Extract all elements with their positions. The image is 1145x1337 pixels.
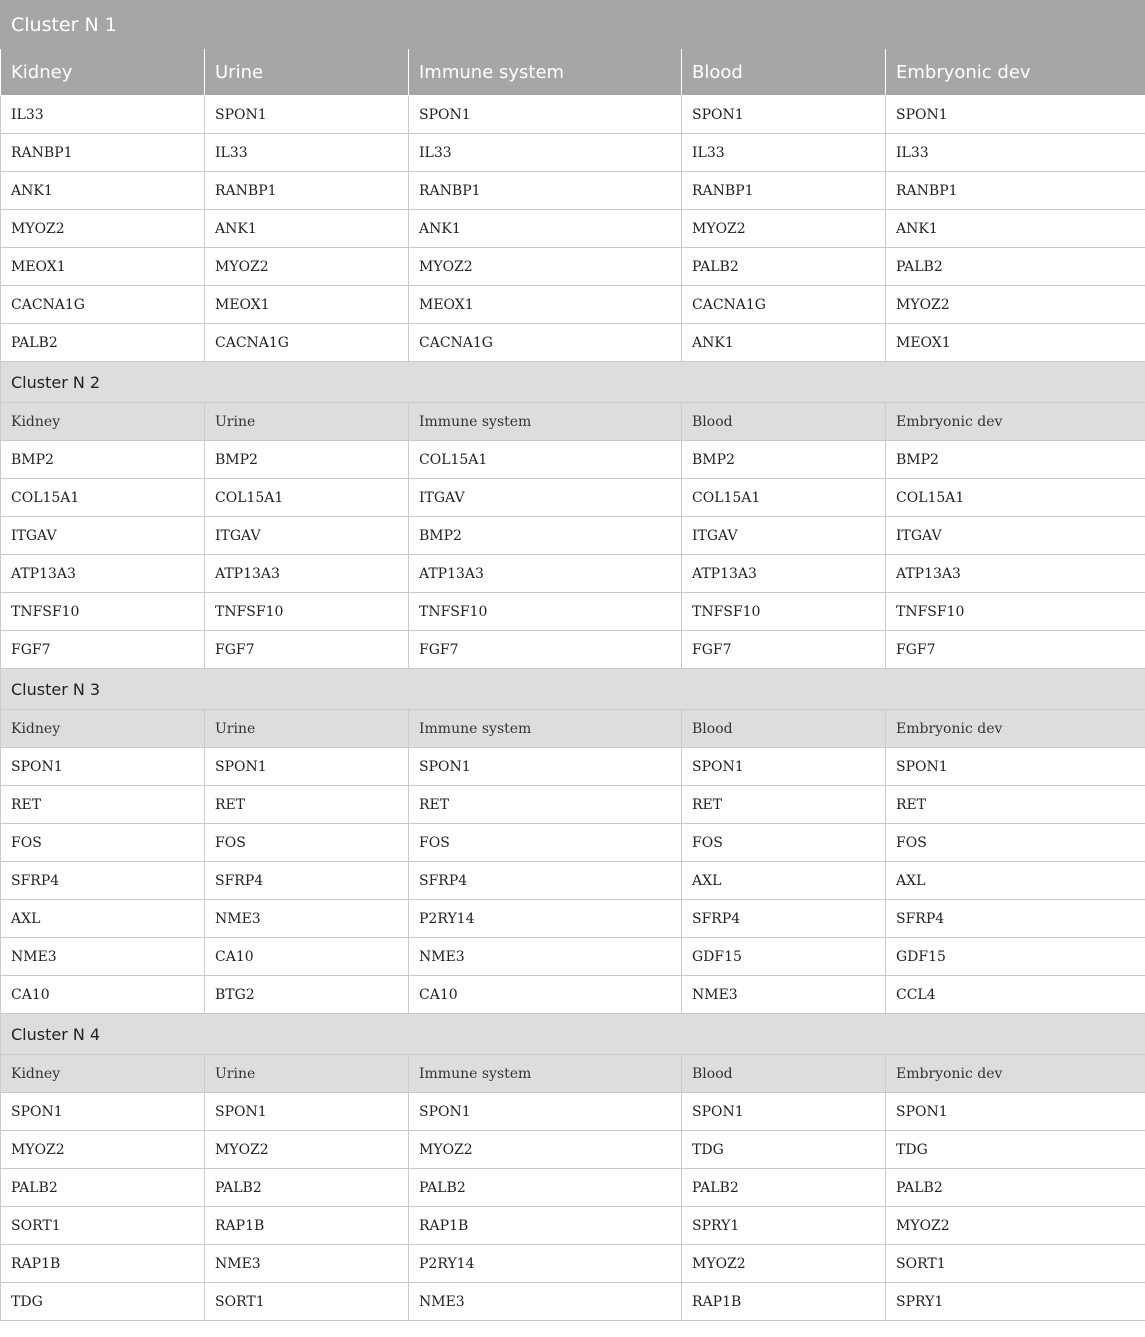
column-header-row — [1, 403, 1145, 441]
gene-cell: FOS — [1, 824, 205, 862]
gene-cell: RANBP1 — [409, 172, 682, 210]
gene-cell: PALB2 — [886, 1169, 1145, 1207]
column-header: Kidney — [1, 49, 205, 96]
gene-cell: NME3 — [409, 938, 682, 976]
table-row — [1, 441, 1145, 479]
gene-cell: ITGAV — [886, 517, 1145, 555]
gene-cell: MEOX1 — [205, 286, 409, 324]
gene-cell: ANK1 — [205, 210, 409, 248]
gene-cell: FGF7 — [409, 631, 682, 669]
gene-cell: BMP2 — [205, 441, 409, 479]
gene-cell: RAP1B — [205, 1207, 409, 1245]
gene-cell: SPON1 — [205, 1093, 409, 1131]
table-row — [1, 286, 1145, 324]
cluster-title-row — [1, 362, 1145, 403]
gene-cell: RET — [886, 786, 1145, 824]
gene-cell: FGF7 — [205, 631, 409, 669]
column-header: Blood — [682, 403, 886, 441]
column-header-row — [1, 49, 1145, 96]
gene-cell: CCL4 — [886, 976, 1145, 1014]
table-row — [1, 210, 1145, 248]
gene-cell: MYOZ2 — [409, 1131, 682, 1169]
gene-cell: CACNA1G — [682, 286, 886, 324]
cluster-title-row — [1, 1014, 1145, 1055]
table-row — [1, 593, 1145, 631]
column-header: Embryonic dev — [886, 49, 1145, 96]
gene-cell: AXL — [682, 862, 886, 900]
table-body — [1, 1, 1145, 1321]
table-row — [1, 900, 1145, 938]
gene-cell: COL15A1 — [886, 479, 1145, 517]
gene-cell: FOS — [409, 824, 682, 862]
column-header: Blood — [682, 1055, 886, 1093]
gene-cell: SORT1 — [205, 1283, 409, 1321]
gene-cell: MYOZ2 — [682, 1245, 886, 1283]
column-header-row — [1, 1055, 1145, 1093]
gene-cell: MEOX1 — [886, 324, 1145, 362]
gene-cell: SPON1 — [409, 748, 682, 786]
gene-cell: NME3 — [1, 938, 205, 976]
gene-cell: ITGAV — [409, 479, 682, 517]
gene-cell: RANBP1 — [682, 172, 886, 210]
gene-cell: SORT1 — [1, 1207, 205, 1245]
gene-cell: MYOZ2 — [886, 286, 1145, 324]
gene-cell: SPRY1 — [682, 1207, 886, 1245]
gene-cell: SFRP4 — [886, 900, 1145, 938]
gene-cell: CACNA1G — [1, 286, 205, 324]
gene-cell: MYOZ2 — [1, 1131, 205, 1169]
gene-cell: BMP2 — [409, 517, 682, 555]
gene-cell: CA10 — [1, 976, 205, 1014]
gene-cell: RAP1B — [409, 1207, 682, 1245]
gene-cell: SPON1 — [1, 748, 205, 786]
table-row — [1, 555, 1145, 593]
gene-cell: PALB2 — [409, 1169, 682, 1207]
gene-cell: FGF7 — [682, 631, 886, 669]
gene-cell: ITGAV — [1, 517, 205, 555]
column-header: Urine — [205, 403, 409, 441]
gene-cell: ITGAV — [682, 517, 886, 555]
gene-cell: SFRP4 — [1, 862, 205, 900]
table-row — [1, 1093, 1145, 1131]
gene-cell: AXL — [886, 862, 1145, 900]
gene-cell: SPON1 — [682, 96, 886, 134]
gene-cell: IL33 — [205, 134, 409, 172]
column-header: Embryonic dev — [886, 403, 1145, 441]
table-row — [1, 479, 1145, 517]
column-header: Kidney — [1, 403, 205, 441]
column-header: Blood — [682, 49, 886, 96]
table-row — [1, 1207, 1145, 1245]
gene-cell: RANBP1 — [1, 134, 205, 172]
gene-cell: RET — [205, 786, 409, 824]
gene-cell: ANK1 — [886, 210, 1145, 248]
table-row — [1, 172, 1145, 210]
gene-cell: SORT1 — [886, 1245, 1145, 1283]
gene-cell: TNFSF10 — [1, 593, 205, 631]
gene-cell: MEOX1 — [409, 286, 682, 324]
gene-cell: CACNA1G — [205, 324, 409, 362]
column-header: Embryonic dev — [886, 1055, 1145, 1093]
table-row — [1, 786, 1145, 824]
gene-cell: SPON1 — [205, 96, 409, 134]
gene-cell: P2RY14 — [409, 1245, 682, 1283]
gene-cell: ATP13A3 — [682, 555, 886, 593]
gene-cell: P2RY14 — [409, 900, 682, 938]
gene-cell: PALB2 — [886, 248, 1145, 286]
gene-cell: COL15A1 — [409, 441, 682, 479]
table-row — [1, 862, 1145, 900]
gene-cell: MYOZ2 — [409, 248, 682, 286]
gene-cell: NME3 — [205, 900, 409, 938]
gene-cell: COL15A1 — [682, 479, 886, 517]
gene-cell: IL33 — [886, 134, 1145, 172]
gene-cell: SPON1 — [682, 748, 886, 786]
gene-cell: SFRP4 — [205, 862, 409, 900]
gene-cell: RET — [409, 786, 682, 824]
gene-cell: SFRP4 — [682, 900, 886, 938]
table-row — [1, 631, 1145, 669]
table-row — [1, 1283, 1145, 1321]
gene-cell: ATP13A3 — [1, 555, 205, 593]
column-header: Immune system — [409, 403, 682, 441]
table-row — [1, 324, 1145, 362]
gene-cell: MYOZ2 — [1, 210, 205, 248]
gene-cell: NME3 — [409, 1283, 682, 1321]
gene-cell: GDF15 — [886, 938, 1145, 976]
gene-cell: CA10 — [409, 976, 682, 1014]
column-header: Urine — [205, 1055, 409, 1093]
gene-cell: BTG2 — [205, 976, 409, 1014]
gene-cell: CACNA1G — [409, 324, 682, 362]
gene-cell: MYOZ2 — [205, 248, 409, 286]
gene-cell: TDG — [1, 1283, 205, 1321]
gene-cell: SPON1 — [682, 1093, 886, 1131]
gene-cell: IL33 — [682, 134, 886, 172]
gene-cell: PALB2 — [1, 1169, 205, 1207]
gene-cell: COL15A1 — [205, 479, 409, 517]
gene-cell: ITGAV — [205, 517, 409, 555]
gene-cell: SPON1 — [409, 96, 682, 134]
gene-cell: BMP2 — [1, 441, 205, 479]
table-row — [1, 96, 1145, 134]
gene-cell: MYOZ2 — [682, 210, 886, 248]
cluster-title-row — [1, 1, 1145, 49]
gene-cell: MYOZ2 — [205, 1131, 409, 1169]
table-row — [1, 1169, 1145, 1207]
gene-cell: SPON1 — [886, 96, 1145, 134]
gene-cell: NME3 — [205, 1245, 409, 1283]
gene-cell: MYOZ2 — [886, 1207, 1145, 1245]
gene-cell: SPON1 — [886, 1093, 1145, 1131]
gene-cell: PALB2 — [205, 1169, 409, 1207]
gene-cell: TDG — [682, 1131, 886, 1169]
table-row — [1, 134, 1145, 172]
table-row — [1, 824, 1145, 862]
gene-cell: MEOX1 — [1, 248, 205, 286]
gene-cell: PALB2 — [1, 324, 205, 362]
gene-cell: PALB2 — [682, 248, 886, 286]
gene-cell: RANBP1 — [205, 172, 409, 210]
table-row — [1, 1245, 1145, 1283]
gene-cell: ATP13A3 — [409, 555, 682, 593]
gene-cell: TDG — [886, 1131, 1145, 1169]
gene-cell: FOS — [205, 824, 409, 862]
column-header-row — [1, 710, 1145, 748]
table-row — [1, 248, 1145, 286]
gene-cell: AXL — [1, 900, 205, 938]
gene-cell: ATP13A3 — [886, 555, 1145, 593]
gene-cell: COL15A1 — [1, 479, 205, 517]
gene-cell: FOS — [682, 824, 886, 862]
gene-cell: SPON1 — [886, 748, 1145, 786]
column-header: Embryonic dev — [886, 710, 1145, 748]
column-header: Urine — [205, 49, 409, 96]
gene-cell: ANK1 — [409, 210, 682, 248]
gene-cell: ATP13A3 — [205, 555, 409, 593]
gene-cell: SPRY1 — [886, 1283, 1145, 1321]
gene-cell: IL33 — [1, 96, 205, 134]
gene-cell: BMP2 — [682, 441, 886, 479]
gene-cell: RAP1B — [682, 1283, 886, 1321]
gene-cell: RET — [682, 786, 886, 824]
gene-cell: TNFSF10 — [205, 593, 409, 631]
gene-cell: FGF7 — [1, 631, 205, 669]
column-header: Kidney — [1, 710, 205, 748]
gene-cell: PALB2 — [682, 1169, 886, 1207]
gene-cell: TNFSF10 — [682, 593, 886, 631]
cluster-title: Cluster N 2 — [1, 362, 1145, 403]
table-row — [1, 748, 1145, 786]
gene-cell: BMP2 — [886, 441, 1145, 479]
column-header: Blood — [682, 710, 886, 748]
gene-cell: RAP1B — [1, 1245, 205, 1283]
table-row — [1, 517, 1145, 555]
gene-cell: NME3 — [682, 976, 886, 1014]
gene-cell: SPON1 — [205, 748, 409, 786]
gene-cell: RANBP1 — [886, 172, 1145, 210]
cluster-title-row — [1, 669, 1145, 710]
gene-cell: TNFSF10 — [886, 593, 1145, 631]
gene-cell: SPON1 — [1, 1093, 205, 1131]
cluster-title: Cluster N 4 — [1, 1014, 1145, 1055]
table-row — [1, 976, 1145, 1014]
cluster-title: Cluster N 3 — [1, 669, 1145, 710]
table-row — [1, 938, 1145, 976]
gene-cell: FGF7 — [886, 631, 1145, 669]
gene-cell: CA10 — [205, 938, 409, 976]
column-header: Kidney — [1, 1055, 205, 1093]
column-header: Immune system — [409, 710, 682, 748]
table-row — [1, 1131, 1145, 1169]
gene-cell: RET — [1, 786, 205, 824]
gene-cell: FOS — [886, 824, 1145, 862]
gene-cell: ANK1 — [1, 172, 205, 210]
column-header: Urine — [205, 710, 409, 748]
gene-cell: IL33 — [409, 134, 682, 172]
gene-cell: ANK1 — [682, 324, 886, 362]
gene-cell: SFRP4 — [409, 862, 682, 900]
gene-cell: GDF15 — [682, 938, 886, 976]
gene-cell: SPON1 — [409, 1093, 682, 1131]
gene-cell: TNFSF10 — [409, 593, 682, 631]
column-header: Immune system — [409, 49, 682, 96]
column-header: Immune system — [409, 1055, 682, 1093]
cluster-title: Cluster N 1 — [1, 1, 1145, 49]
